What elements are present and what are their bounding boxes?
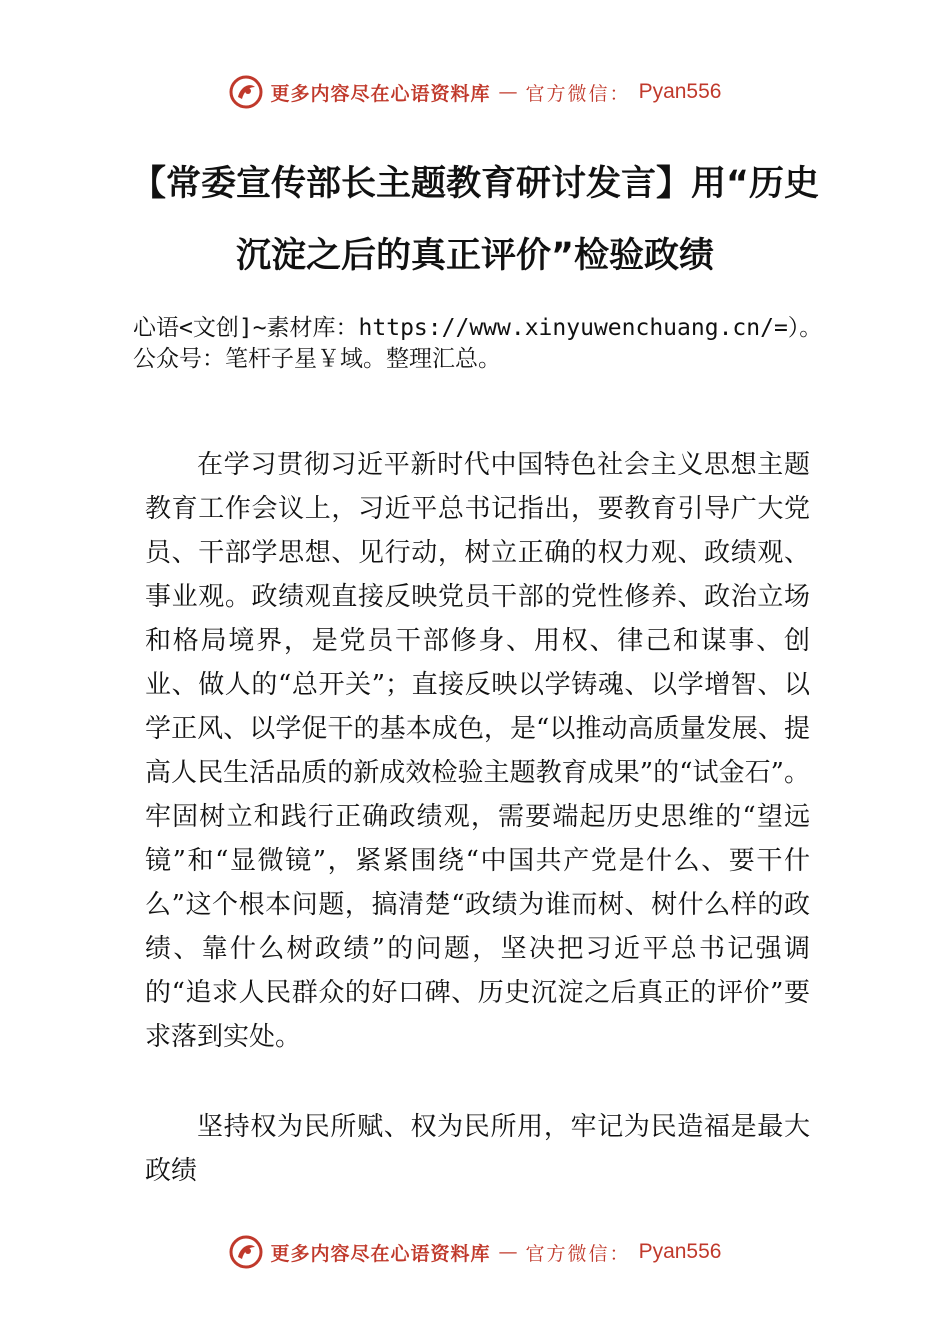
banner-separator: — [498, 1241, 518, 1263]
header-banner [0, 72, 950, 112]
source-note: 心语<文创]~素材库：https://www.xinyuwenchuang.cn/=）。公众号：笔杆子星￥域。整理汇总。 [133, 315, 823, 372]
flower-logo-icon [229, 1235, 263, 1269]
banner-wechat-label: 官方微信： [525, 82, 631, 105]
banner-separator: — [498, 81, 518, 103]
banner-text: 更多内容尽在心语资料库 [270, 82, 491, 105]
banner-text: 更多内容尽在心语资料库 [270, 1242, 491, 1265]
banner-wechat-id: Pyan556 [638, 80, 722, 103]
banner-wechat-label: 官方微信： [525, 1242, 631, 1265]
banner-wechat-id: Pyan556 [638, 1240, 722, 1263]
paragraph-2: 坚持权为民所赋、权为民所用，牢记为民造福是最大政绩 [145, 1112, 810, 1186]
flower-logo-icon [229, 75, 263, 109]
paragraph-1: 在学习贯彻习近平新时代中国特色社会主义思想主题教育工作会议上，习近平总书记指出，要教育引导广大党员、干部学思想、见行动，树立正确的权力观、政绩观、事业观。政绩观直接反映党员干部的党性修养、政治立场和格局境界，是党员干部修身、用权、律己和谋事、创业、做人的“总开关”；直接反映以学铸魂、以学增智、以学正风、以学促干的基本成色，是“以推动高质量发展、提高人民生活品质的新成效检验主题教育成果”的“试金石”。牢固树立和践行正确政绩观，需要端起历史思维的“望远镜”和“显微镜”，紧紧围绕“中国共产党是什么、要干什么”这个根本问题，搞清楚“政绩为谁而树、树什么样的政绩、靠什么树政绩”的问题，坚决把习近平总书记强调的“追求人民群众的好口碑、历史沉淀之后真正的评价”要求落到实处。 [145, 450, 810, 1052]
footer-banner [0, 1232, 950, 1272]
document-title: 【常委宣传部长主题教育研讨发言】用“历史沉淀之后的真正评价”检验政绩 [130, 164, 819, 276]
